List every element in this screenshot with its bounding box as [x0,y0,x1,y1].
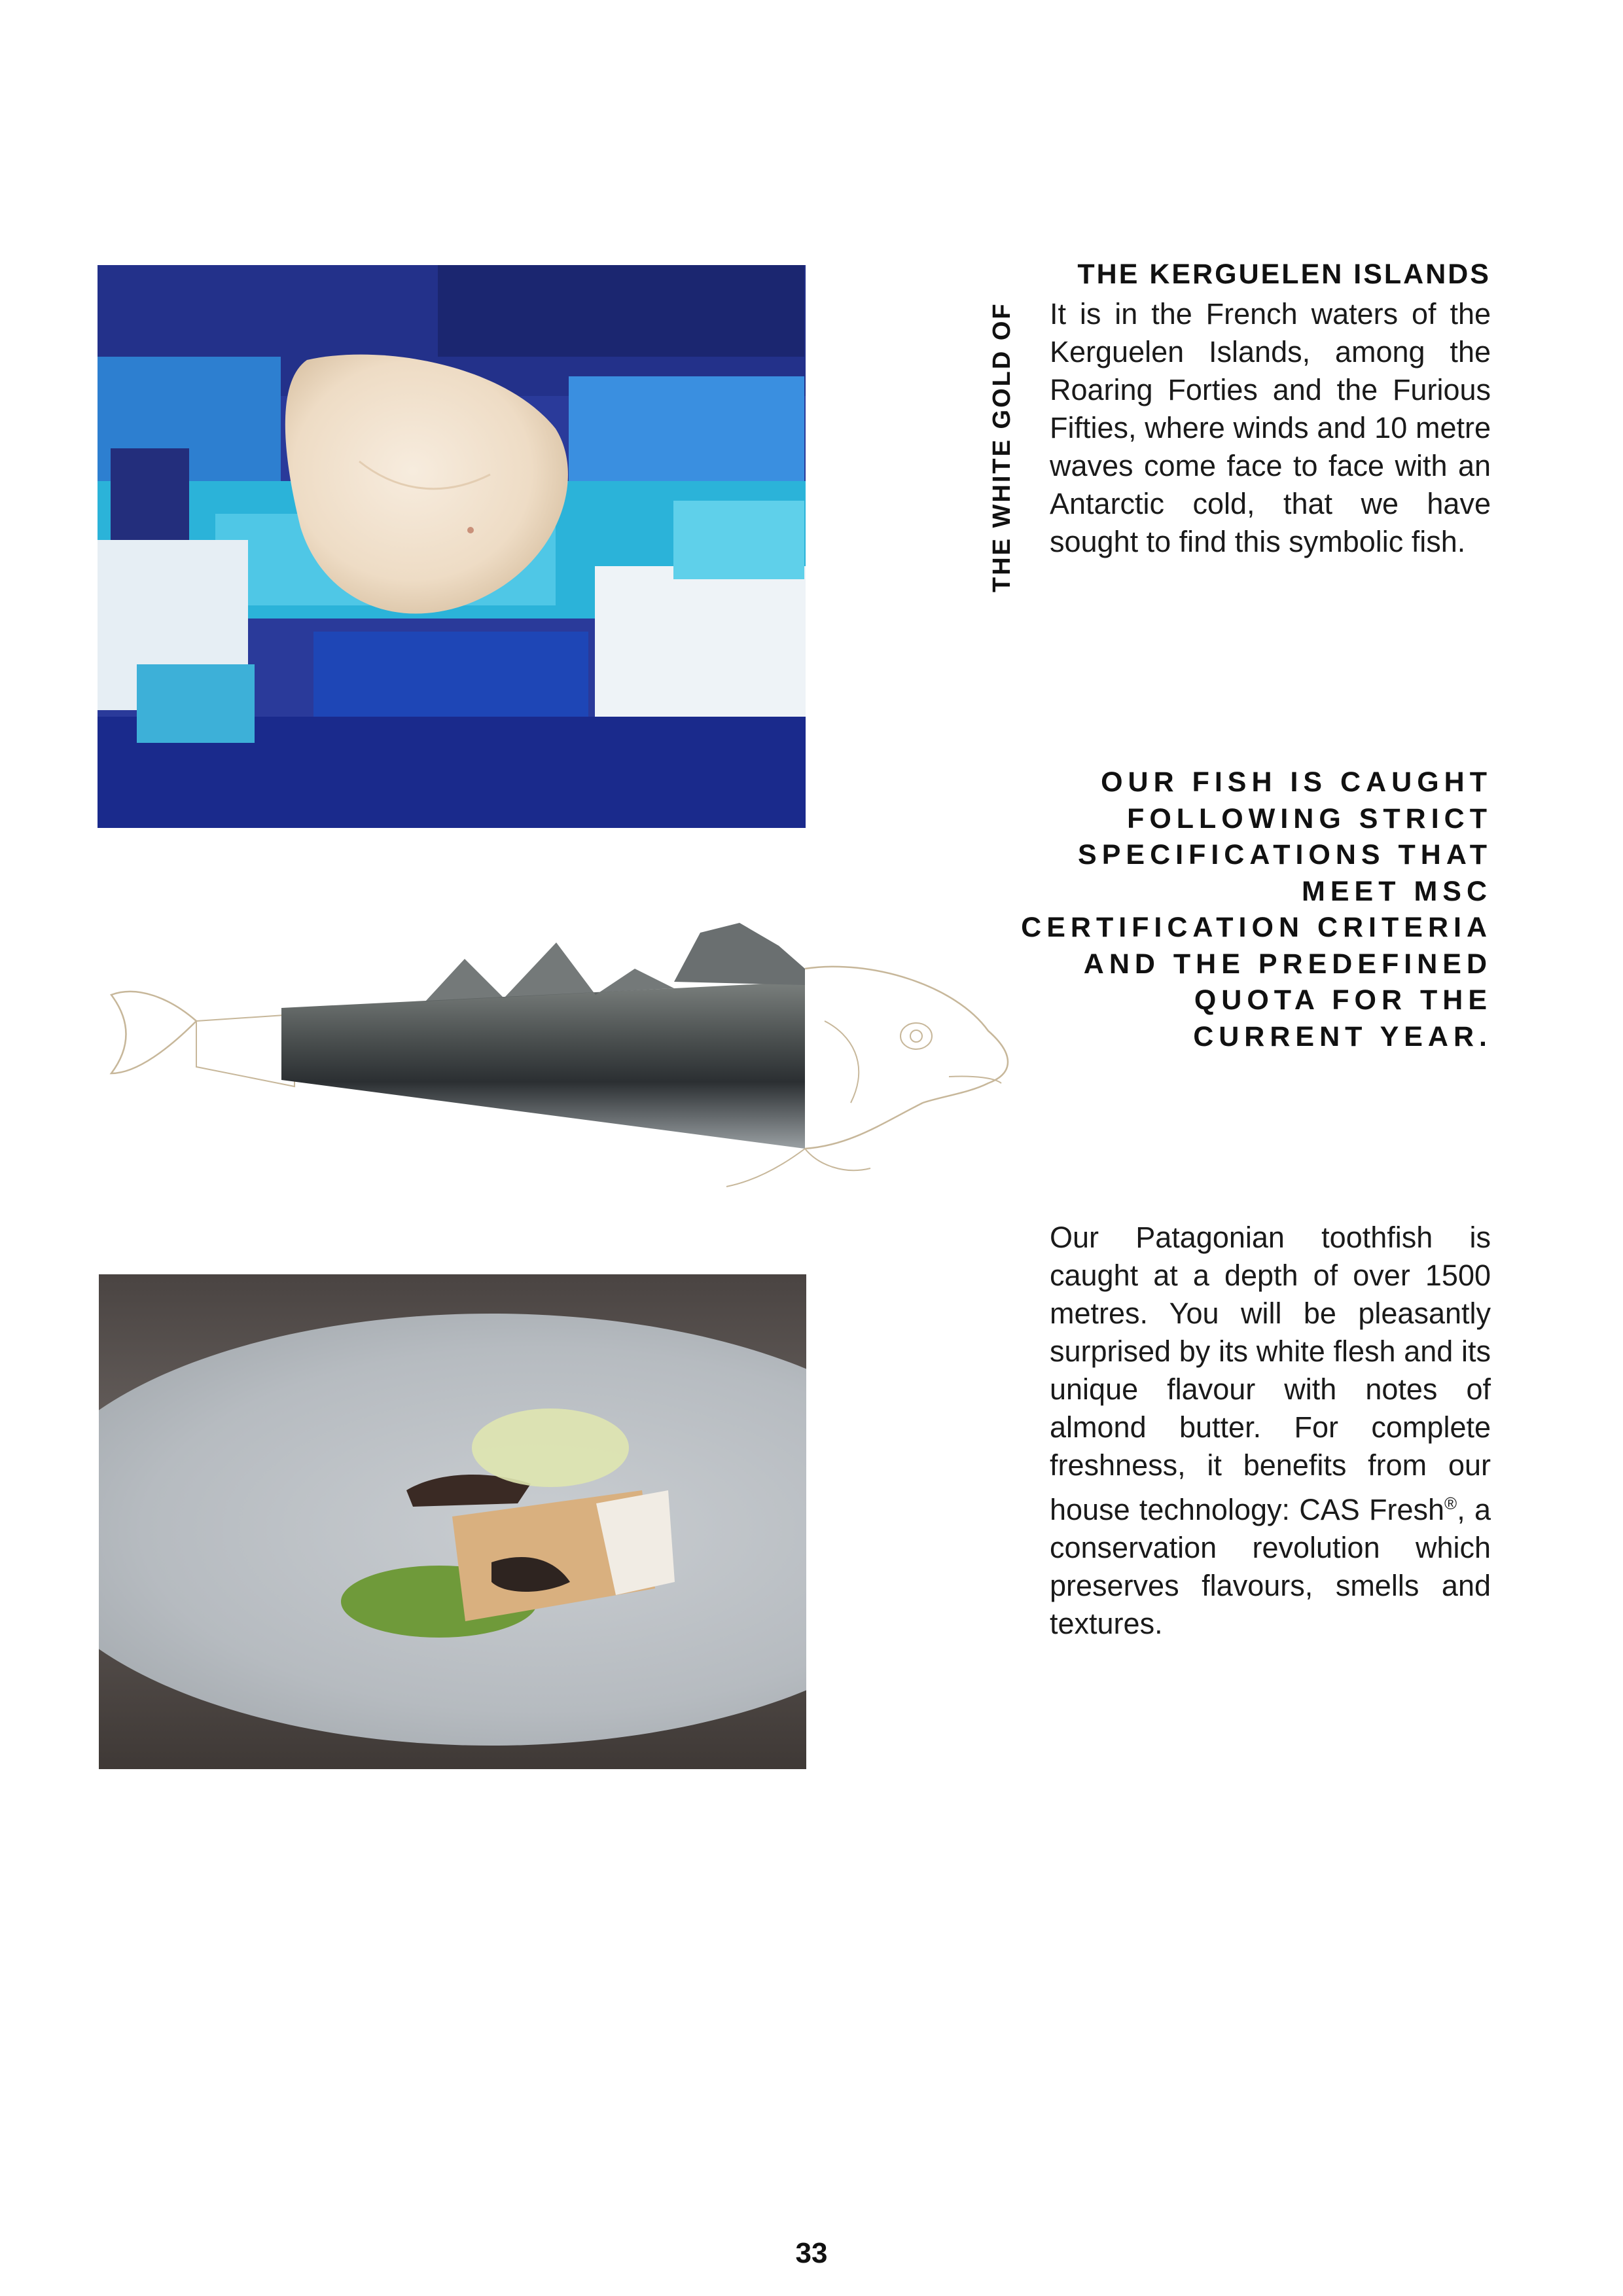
vertical-heading: THE WHITE GOLD OF [988,302,1016,592]
registered-trademark-mark: ® [1444,1494,1457,1513]
detail-paragraph [1050,1219,1491,1643]
toothfish-illustration [98,906,1093,1188]
intro-paragraph: It is in the French waters of the Kerguelen Islands, among the Roaring Forties and the Furious Fifties, where winds and 10 metre waves come face to face with an Antarctic cold, that we have sought to find this symbolic fish. [1050,297,1491,558]
page-number: 33 [795,2237,828,2269]
pull-quote: OUR FISH IS CAUGHT FOLLOWING STRICT SPECIFICATIONS THAT MEET MSC CERTIFICATION CRITERIA AND THE PREDEFINED QUOTA FOR THE CURRENT YEAR. [1021,766,1492,1052]
section-title: THE KERGUELEN ISLANDS [1077,259,1491,290]
raw-fish-steak-photo [98,265,806,828]
detail-paragraph-before: Our Patagonian toothfish is caught at a depth of over 1500 metres. You will be pleasantly surprised by its white flesh and its unique flavour with notes of almond butter. For complete freshness, it benefits from our house technology: CAS Fresh [1050,1221,1491,1526]
plated-toothfish-photo [99,1274,806,1769]
detail-paragraph-after: , a conservation revolution which preserves flavours, smells and textures. [1050,1493,1491,1640]
